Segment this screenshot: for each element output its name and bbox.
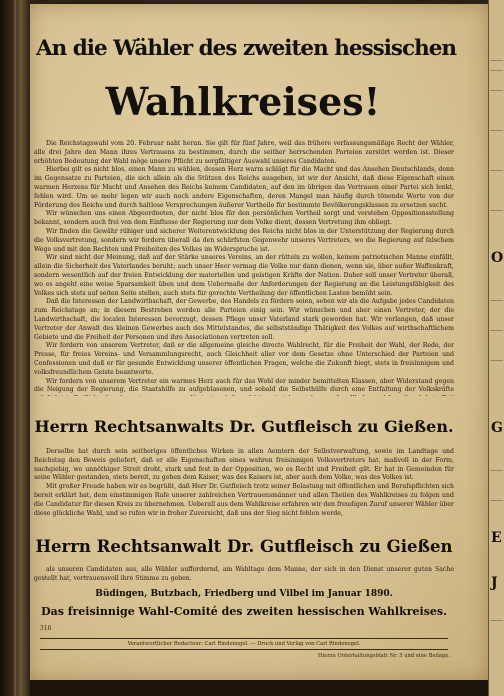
book-spine xyxy=(0,0,30,696)
candidate-heading: Herrn Rechtsanwalts Dr. Gutfleisch zu Gießen. xyxy=(34,417,454,436)
footer-rule xyxy=(40,638,448,639)
text-fragment-line xyxy=(490,330,503,331)
spine-line xyxy=(14,0,16,696)
supplement-note: Hierzu Unterhaltungsblatt Nr. 5 und eine Beilage. xyxy=(317,653,450,659)
appeal-text-block-2 xyxy=(34,448,454,530)
text-fragment-line xyxy=(490,70,503,71)
paragraph: Wir fordern von unserem Vertreter ein warmes Herz auch für das Wohl der minder bemittelten Klassen, aber Widerstand gegen die Neigung der Regierung, die Staatshilfe zu aufgeblasenen, und sobald die Selbsthülfe durch eine Entfaltung der Volkskräfte xyxy=(34,377,454,394)
paragraph: Mit großer Freude haben wir es begrüßt, daß Herr Dr. Gutfleisch trotz seiner Belastung mit öffentlichen und Berufspflichten sich bereit erklärt hat, dem einstimmigen Rufe unserer zahlreichen Vertrauensmänner und allen Theilen des Wahlkreises zu folgen und die Candidatur für diesen Kreis zu übernehmen. Ueberall aus dem Wahlkreise erfahren wir den freudigen Zuruf unserer Wähler über diese glückliche Wahl, und so rufen wir in froher Zuversicht, daß uns der Sieg nicht fehlen werde, xyxy=(34,483,454,517)
paragraph: Wir fordern von unserem Vertreter, daß er die allgemeine gleiche directe Wahlrecht, für die Freiheit der Wahl, der Rede, der Presse, für freies Vereins- und Versammlungsrecht, auch Gleichheit aller vor dem Gesetze ohne Unterschied der Parteien und Confessionen und daß er für gesunde Entwicklung unserer öffentlichen Fragen, welche die Zukunft biegt, stets in freisinnigem und volksfreundlichem Geiste beantworte. xyxy=(34,342,454,376)
text-fragment-line xyxy=(490,360,503,361)
text-fragment-line xyxy=(490,90,503,91)
adjacent-page-edge xyxy=(488,0,504,696)
paragraph: Derselbe hat durch sein seitheriges öffentliches Wirken in allen Aemtern der Selbstverwaltung, sowie im Landtage und Reichstag den Beweis geliefert, daß er alle Eigenschaften eines wahren freisinnigen Volksvertreters hat, maßvoll in der Form, nachgiebig, wo unnöthiger Streit droht, stark und fest in der Opposition, wo es Recht und Freiheit gilt. Er hat in Gemeinden für seine Wähler gestanden, stets bereit, zu geben dem Kaiser, was des Kaisers ist, aber auch dem Volke, was des Volkes ist. xyxy=(34,448,454,482)
closing-text xyxy=(34,566,454,584)
page-number: 316 xyxy=(40,625,52,632)
candidate-heading-2: Herrn Rechtsanwalt Dr. Gutfleisch zu Gießen xyxy=(35,537,453,556)
paragraph: Hierbei gilt es nicht blos, einen Mann zu wählen, dessen Herz warm schlägt für die Macht und das Ansehen Deutschlands, denn im Gegensatze zu Parteien, die sich allein als die Stützen des Reichs ausgeben, ist wir der Ansicht, daß diese Eigenschaft einen warmen Herzens für Macht und Ansehen des Reichs keinem Candidaten, auf den im übrigen das Vertrauen einer Partei sich lenkt, fehlen wird. Um so mehr legen wir auch noch andere Eigenschaften, deren Mangel man häufig durch tönende Worte von der Förderung des Reichs und durch haltlose Versprechungen äußerer Vortheile für bestimmte Bevölkerungsklassen zu ersetzen sucht. xyxy=(34,166,454,209)
text-fragment-line xyxy=(490,130,503,131)
footer-rule xyxy=(40,649,448,650)
text-fragment-line xyxy=(490,300,503,301)
paragraph: Die Reichstagswahl vom 20. Februar naht heran. Sie gilt für fünf Jahre, weil das frühere verfassungsmäßige Recht der Wähler, alle drei Jahre den Mann ihres Vertrauens zu bestimmen, durch die seither herrschenden Parteien zerstört worden ist. Dieser erhöhten Bedeutung der Wahl möge unsere Pflicht zu sorgfältiger Auswahl unseres Candidaten. xyxy=(34,140,454,165)
adjacent-page-glyph: E xyxy=(491,530,502,546)
adjacent-page-glyph: O xyxy=(491,250,504,266)
headline-line-1: An die Wähler des zweiten hessischen xyxy=(35,36,457,61)
text-fragment-line xyxy=(490,210,503,211)
text-fragment-line xyxy=(490,470,503,471)
places-date: Büdingen, Butzbach, Friedberg und Vilbel im Januar 1890. xyxy=(95,589,393,599)
text-fragment-line xyxy=(490,500,503,501)
paragraph: Daß die Interessen der Landwirthschaft, der Gewerbe, des Handels zu fördern seien, sehen wir als die Aufgabe jedes Candidaten zum Reichstage an; in diesem Bestreben werden alle Parteien einig sein. Wir wünschen und aber einen Vertreter, der die Landwirthschaft, die localen Interessen bevorzugt, dessen Pflege unser Vaterland stark geworden hat. Wir verlangen, daß unser Vertreter der Anwalt des kleinen Gewerbes auch des Mittelstandes, die selbstständige Thätigkeit des Volkes auf wirthschaftlichem Gebiete und die Freiheit der Personen und ihre Associationen vertreten soll. xyxy=(34,298,454,341)
text-fragment-line xyxy=(490,620,503,621)
page-bottom-edge xyxy=(30,680,488,696)
imprint-footer: Verantwortlicher Redacteur: Carl Rindenegel. — Druck und Verlag von Carl Rindenegel. xyxy=(127,641,361,647)
headline-line-2: Wahlkreises! xyxy=(105,79,381,124)
adjacent-page-glyph: J xyxy=(491,575,498,591)
text-fragment-line xyxy=(490,170,503,171)
text-fragment-line xyxy=(490,60,503,61)
paragraph: Wir sind nicht der Meinung, daß auf der Stärke unseres Vereins, an der rütteln zu wollen, keinem patriotischen Manne einfällt, allein die Sicherheit des Vaterlandes beruht; auch unser Heer vermag die Volke nur dann dienen, wenn sie, über außer Waffenkraft, sondern wesentlich auf der freien Entwicklung der materiellen und geistigen Kräfte der Nation. Daher soll unser Vertreter überall, wo es angeht eine weise Sparsamkeit üben und dem Uebermaße der Anforderungen der Regierung an die Leistungsfähigkeit des Volkes sich stets auf seiten Seite stellen, auch stets für gerechte Vertheilung der öffentlichen Lasten bemüht sein. xyxy=(34,254,454,297)
appeal-text-block-1 xyxy=(34,140,454,396)
committee-signature: Das freisinnige Wahl-Comité des zweiten hessischen Wahlkreises. xyxy=(41,605,447,618)
paragraph: als unseren Candidaten aus, alle Wähler auffordernd, am Wahltage dem Manne, der sich in den Dienst unserer guten Sache gestellt hat, vertrauensvoll ihre Stimme zu geben. xyxy=(34,566,454,582)
paragraph: Wir finden die Gewähr rühiger und sicherer Weiterentwicklung des Reichs nicht blos in der Unterstützung der Regierung durch die Volksvertretung, sondern wir fordern überall da den schärfsten Gegenwehr unseres Vertreters, wo die Regierung auf falschem Wege und mit den Rechten und Freiheiten des Volkes im Widerspruche ist. xyxy=(34,227,454,253)
adjacent-page-glyph: G xyxy=(491,420,503,436)
paragraph: Wir wünschen uns einen Abgeordneten, der nicht blos für den persönlichen Vortheil sorgt und verstehen Oppositionsstellung bekannt, sondern auch frei von dem Einflusse der Regierung nur dem Volke dient, dessen Vertretung ihm obliegt. xyxy=(34,210,454,227)
